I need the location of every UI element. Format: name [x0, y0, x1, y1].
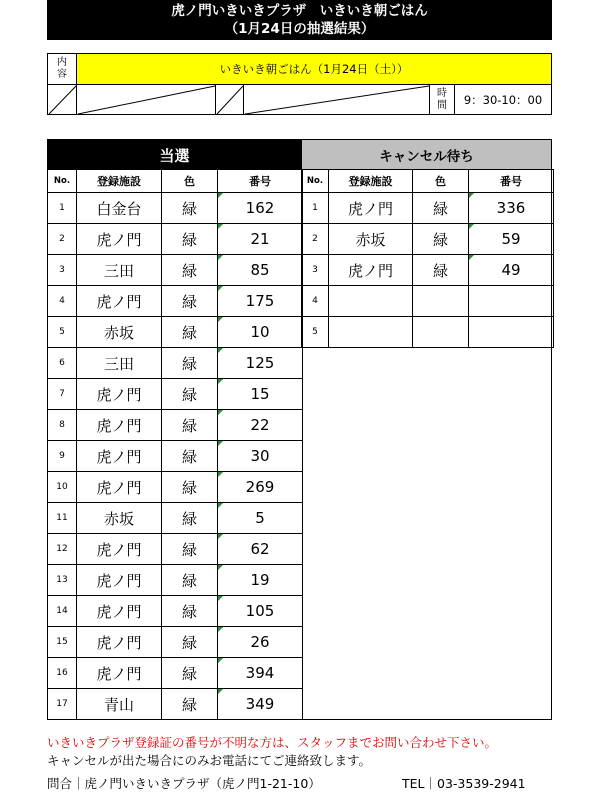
cell-number: 394: [218, 658, 303, 689]
cell-no: 16: [48, 658, 77, 689]
cell-no: 15: [48, 627, 77, 658]
cell-number: 19: [218, 565, 303, 596]
cell-number: 62: [218, 534, 303, 565]
cell-number: 336: [469, 193, 554, 224]
cell-number: 5: [218, 503, 303, 534]
contact-line: [47, 775, 562, 793]
table-row: [48, 193, 303, 224]
cell-color: 緑: [162, 503, 218, 534]
table-row: [302, 286, 554, 317]
column-header-number: 番号: [218, 170, 303, 193]
title-line-2: （1月24日の抽選結果）: [224, 21, 375, 37]
cell-color: 緑: [162, 379, 218, 410]
table-row: [48, 379, 303, 410]
table-row: [302, 224, 554, 255]
table-row: [48, 317, 303, 348]
event-info-box: [47, 53, 552, 115]
cell-no: 11: [48, 503, 77, 534]
table-row: [302, 255, 554, 286]
cell-facility: 青山: [77, 689, 162, 720]
cell-facility: 赤坂: [77, 317, 162, 348]
cell-number: 269: [218, 472, 303, 503]
table-row: [48, 224, 303, 255]
cell-color: 緑: [162, 472, 218, 503]
table-row: [48, 255, 303, 286]
cell-no: 8: [48, 410, 77, 441]
cell-number: 15: [218, 379, 303, 410]
cell-number: 162: [218, 193, 303, 224]
cell-facility: 赤坂: [329, 224, 413, 255]
cell-facility: 虎ノ門: [77, 224, 162, 255]
contact-address: 問合｜虎ノ門いきいきプラザ（虎ノ門1-21-10）: [47, 776, 321, 791]
cell-color: 緑: [162, 286, 218, 317]
table-row: [48, 627, 303, 658]
cell-no: 1: [302, 193, 329, 224]
table-row: [48, 689, 303, 720]
lottery-results: [47, 139, 552, 720]
column-header-facility: 登録施設: [329, 170, 413, 193]
cell-color: [413, 286, 469, 317]
table-row: [48, 348, 303, 379]
cell-color: 緑: [162, 410, 218, 441]
cell-facility: 虎ノ門: [77, 441, 162, 472]
blank-cell-diagonal: [48, 85, 77, 115]
cell-no: 6: [48, 348, 77, 379]
winners-table: [47, 169, 303, 720]
table-row: [48, 441, 303, 472]
cell-no: 10: [48, 472, 77, 503]
page-title: [47, 0, 552, 40]
cell-number: 105: [218, 596, 303, 627]
cell-color: 緑: [162, 348, 218, 379]
cell-facility: 虎ノ門: [77, 627, 162, 658]
winners-heading: 当選: [48, 140, 301, 170]
content-label-bottom: 容: [57, 69, 67, 80]
cell-facility: 虎ノ門: [77, 534, 162, 565]
cell-facility: 白金台: [77, 193, 162, 224]
table-row: [302, 317, 554, 348]
content-value: いきいき朝ごはん（1月24日（土））: [77, 54, 551, 84]
cell-number: 85: [218, 255, 303, 286]
time-value: 9：30-10：00: [463, 93, 543, 107]
table-row: [48, 596, 303, 627]
cell-number: [469, 286, 554, 317]
waitlist-heading: キャンセル待ち: [301, 140, 551, 170]
cell-number: 22: [218, 410, 303, 441]
cell-facility: 赤坂: [77, 503, 162, 534]
cell-no: 3: [302, 255, 329, 286]
cell-no: 4: [48, 286, 77, 317]
cell-number: 49: [469, 255, 554, 286]
table-row: [48, 286, 303, 317]
table-row: [302, 193, 554, 224]
time-label-top: 時: [437, 88, 447, 99]
cell-no: 5: [302, 317, 329, 348]
blank-cell-diagonal: [216, 85, 244, 115]
column-header-no: No.: [48, 170, 77, 193]
content-row: [48, 54, 551, 85]
cell-color: [413, 317, 469, 348]
cell-color: 緑: [413, 193, 469, 224]
time-row: [48, 85, 551, 115]
cell-facility: 虎ノ門: [329, 193, 413, 224]
column-header-color: 色: [413, 170, 469, 193]
cell-color: 緑: [162, 534, 218, 565]
notice-callback: キャンセルが出た場合にのみお電話にてご連絡致します。: [47, 753, 372, 768]
cell-facility: [329, 317, 413, 348]
notice-red: いきいきプラザ登録証の番号が不明な方は、スタッフまでお問い合わせ下さい。: [47, 735, 498, 750]
cell-facility: 虎ノ門: [329, 255, 413, 286]
title-line-1: 虎ノ門いきいきプラザ いきいき朝ごはん: [171, 3, 428, 19]
cell-number: 175: [218, 286, 303, 317]
cell-no: 4: [302, 286, 329, 317]
cell-no: 13: [48, 565, 77, 596]
column-header-facility: 登録施設: [77, 170, 162, 193]
waitlist-table: [301, 169, 554, 348]
cell-color: 緑: [162, 224, 218, 255]
cell-color: 緑: [162, 565, 218, 596]
cell-no: 2: [302, 224, 329, 255]
table-row: [48, 472, 303, 503]
cell-facility: 虎ノ門: [77, 658, 162, 689]
cell-number: 21: [218, 224, 303, 255]
table-row: [48, 658, 303, 689]
contact-phone: TEL｜03-3539-2941: [402, 776, 526, 791]
cell-color: 緑: [162, 193, 218, 224]
cell-facility: 三田: [77, 348, 162, 379]
cell-no: 1: [48, 193, 77, 224]
column-header-number: 番号: [469, 170, 554, 193]
cell-facility: 虎ノ門: [77, 410, 162, 441]
cell-color: 緑: [162, 255, 218, 286]
cell-number: 26: [218, 627, 303, 658]
cell-facility: 虎ノ門: [77, 379, 162, 410]
content-label-top: 内: [57, 57, 67, 68]
cell-facility: 虎ノ門: [77, 286, 162, 317]
cell-color: 緑: [413, 224, 469, 255]
cell-facility: 三田: [77, 255, 162, 286]
cell-number: 349: [218, 689, 303, 720]
cell-no: 2: [48, 224, 77, 255]
column-header-no: No.: [302, 170, 329, 193]
cell-facility: 虎ノ門: [77, 596, 162, 627]
table-row: [48, 534, 303, 565]
cell-facility: [329, 286, 413, 317]
column-header-color: 色: [162, 170, 218, 193]
table-row: [48, 410, 303, 441]
cell-no: 9: [48, 441, 77, 472]
time-label-bottom: 間: [437, 100, 447, 111]
cell-color: 緑: [162, 627, 218, 658]
cell-no: 3: [48, 255, 77, 286]
waitlist-header-row: [302, 170, 554, 193]
table-row: [48, 565, 303, 596]
cell-number: 10: [218, 317, 303, 348]
cell-color: 緑: [162, 317, 218, 348]
cell-number: 30: [218, 441, 303, 472]
cell-color: 緑: [162, 689, 218, 720]
cell-facility: 虎ノ門: [77, 565, 162, 596]
cell-color: 緑: [413, 255, 469, 286]
cell-no: 7: [48, 379, 77, 410]
cell-no: 14: [48, 596, 77, 627]
time-label: [430, 85, 455, 115]
cell-number: [469, 317, 554, 348]
blank-cell-diagonal: [244, 85, 430, 115]
winners-header-row: [48, 170, 303, 193]
cell-no: 17: [48, 689, 77, 720]
cell-color: 緑: [162, 658, 218, 689]
blank-cell-diagonal: [77, 85, 216, 115]
table-row: [48, 503, 303, 534]
cell-color: 緑: [162, 596, 218, 627]
cell-facility: 虎ノ門: [77, 472, 162, 503]
cell-color: 緑: [162, 441, 218, 472]
cell-no: 5: [48, 317, 77, 348]
cell-no: 12: [48, 534, 77, 565]
content-label: [48, 54, 77, 84]
cell-number: 59: [469, 224, 554, 255]
cell-number: 125: [218, 348, 303, 379]
